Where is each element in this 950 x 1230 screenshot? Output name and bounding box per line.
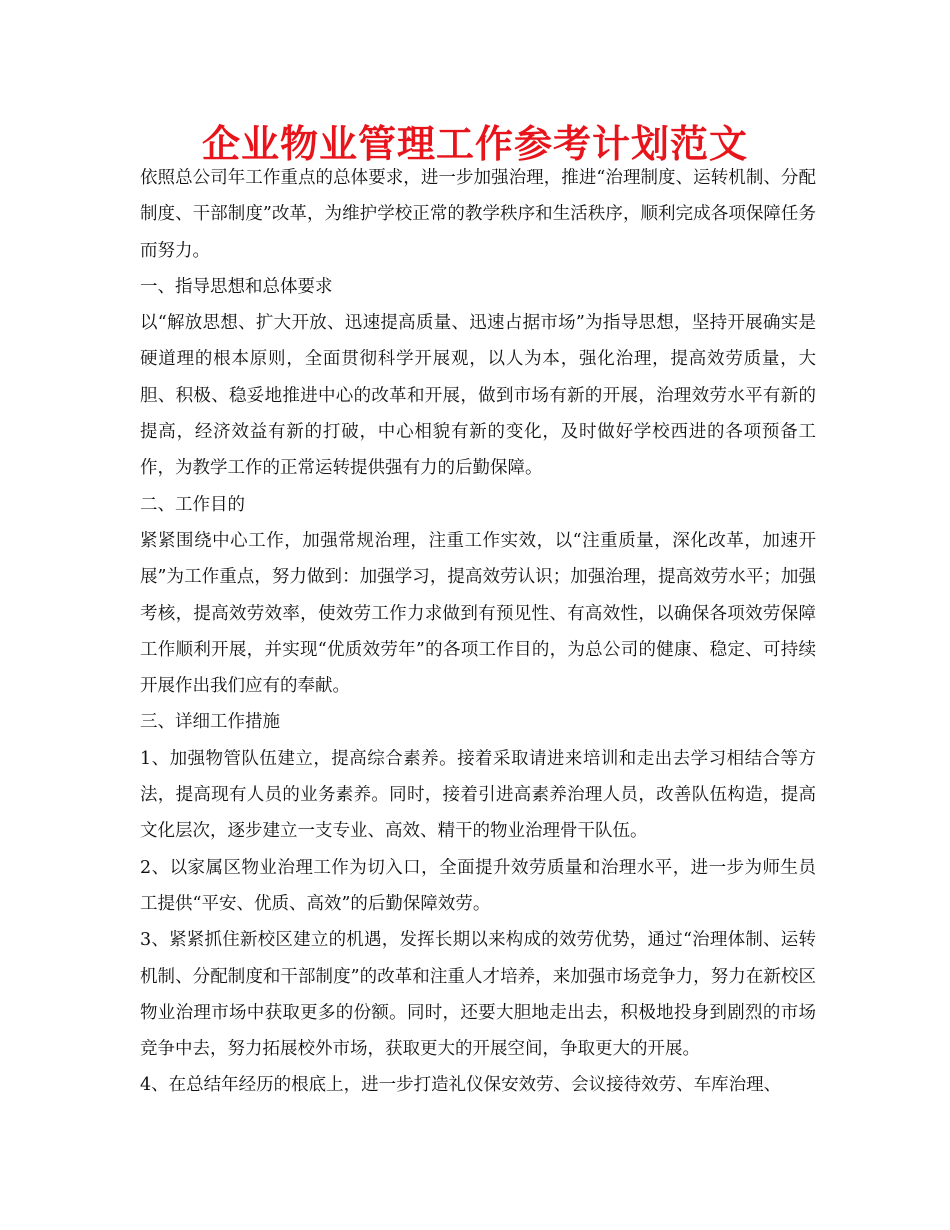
document-title: 企业物业管理工作参考计划范文: [201, 122, 748, 166]
measure-item-4: 4、在总结年经历的根底上，进一步打造礼仪保安效劳、会议接待效劳、车库治理、: [140, 1075, 782, 1096]
section-heading-work-goals: 二、工作目的: [140, 494, 245, 515]
intro-paragraph: 依照总公司年工作重点的总体要求，进一步加强治理，推进“治理制度、运转机制、分配制度、干部制度”改革，为维护学校正常的教学秩序和生活秩序，顺利完成各项保障任务而努力。: [140, 168, 816, 261]
document-body: [140, 160, 816, 1104]
section-heading-measures: 三、详细工作措施: [140, 712, 280, 733]
measure-item-2: 2、以家属区物业治理工作为切入口，全面提升效劳质量和治理水平，进一步为师生员工提供“平安、优质、高效”的后勤保障效劳。: [140, 857, 816, 914]
measure-item-3: 3、紧紧抓住新校区建立的机遇，发挥长期以来构成的效劳优势，通过“治理体制、运转机制、分配制度和干部制度”的改革和注重人才培养，来加强市场竞争力，努力在新校区物业治理市场中获取更多的份额。同时，还要大胆地走出去，积极地投身到剧烈的市场竞争中去，努力拓展校外市场，获取更大的开展空间，争取更大的开展。: [140, 930, 816, 1060]
measure-item-1: 1、加强物管队伍建立，提高综合素养。接着采取请进来培训和走出去学习相结合等方法，提高现有人员的业务素养。同时，接着引进高素养治理人员，改善队伍构造，提高文化层次，逐步建立一支专业、高效、精干的物业治理骨干队伍。: [140, 748, 816, 842]
section-heading-guiding-ideology: 一、指导思想和总体要求: [140, 276, 333, 297]
guiding-ideology-paragraph: 以“解放思想、扩大开放、迅速提高质量、迅速占据市场”为指导思想，坚持开展确实是硬道理的根本原则，全面贯彻科学开展观，以人为本，强化治理，提高效劳质量，大胆、积极、稳妥地推进中心的改革和开展，做到市场有新的开展，治理效劳水平有新的提高，经济效益有新的打破，中心相貌有新的变化，及时做好学校西进的各项预备工作，为教学工作的正常运转提供强有力的后勤保障。: [140, 313, 816, 479]
work-goals-paragraph: 紧紧围绕中心工作，加强常规治理，注重工作实效，以“注重质量，深化改革，加速开展”为工作重点，努力做到：加强学习，提高效劳认识；加强治理，提高效劳水平；加强考核，提高效劳效率，使效劳工作力求做到有预见性、有高效性，以确保各项效劳保障工作顺利开展，并实现“优质效劳年”的各项工作目的，为总公司的健康、稳定、可持续开展作出我们应有的奉献。: [140, 530, 816, 697]
